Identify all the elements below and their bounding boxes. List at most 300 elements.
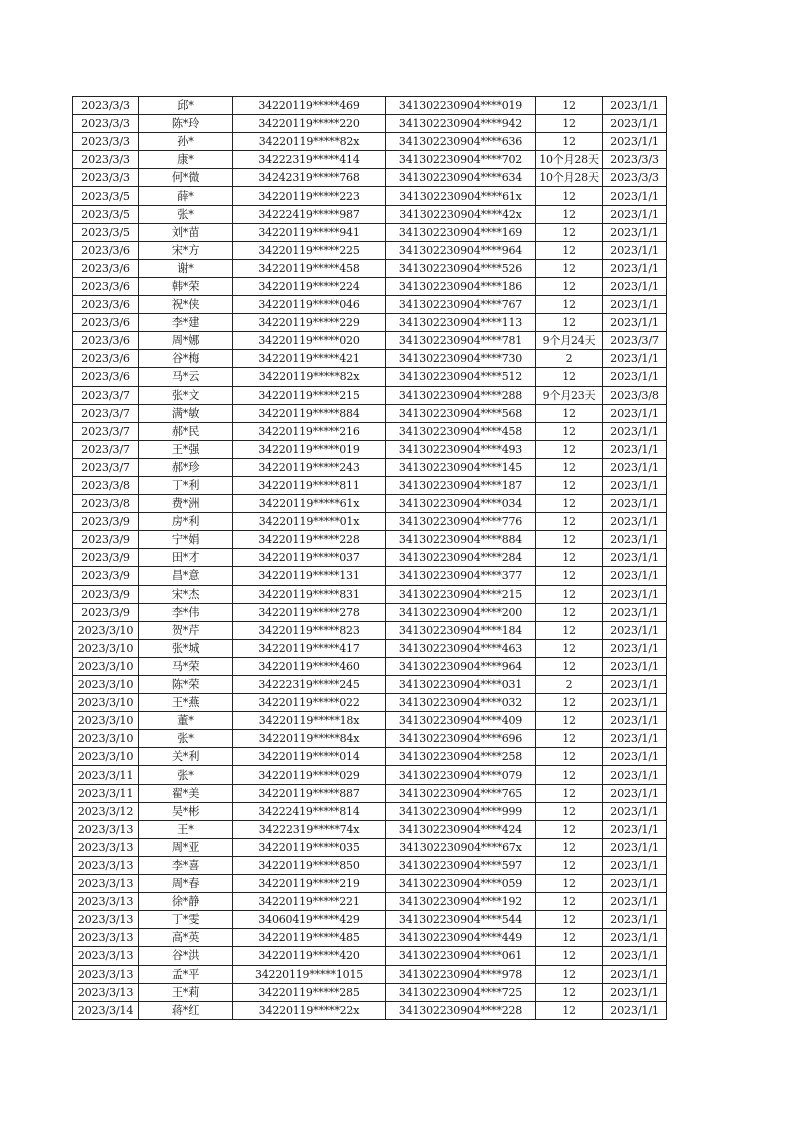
date-cell: 2023/3/6 xyxy=(73,314,139,332)
duration-cell: 12 xyxy=(536,694,603,712)
table-row xyxy=(73,694,667,712)
start-date-cell: 2023/1/1 xyxy=(603,133,667,151)
table-row xyxy=(73,567,667,585)
table-row xyxy=(73,97,667,115)
table-row xyxy=(73,277,667,295)
duration-cell: 12 xyxy=(536,712,603,730)
id-number-cell: 34220119*****887 xyxy=(233,784,386,802)
id-number-cell: 34220119*****850 xyxy=(233,856,386,874)
duration-cell: 12 xyxy=(536,585,603,603)
id-number-cell: 34220119*****421 xyxy=(233,350,386,368)
name-cell: 张* xyxy=(139,730,233,748)
table-row xyxy=(73,133,667,151)
date-cell: 2023/3/7 xyxy=(73,422,139,440)
date-cell: 2023/3/9 xyxy=(73,531,139,549)
table-row xyxy=(73,929,667,947)
duration-cell: 12 xyxy=(536,784,603,802)
account-number-cell: 341302230904****597 xyxy=(386,856,536,874)
table-row xyxy=(73,259,667,277)
id-number-cell: 34222319*****245 xyxy=(233,676,386,694)
start-date-cell: 2023/1/1 xyxy=(603,1001,667,1019)
name-cell: 昌*意 xyxy=(139,567,233,585)
date-cell: 2023/3/3 xyxy=(73,97,139,115)
account-number-cell: 341302230904****463 xyxy=(386,639,536,657)
table-row xyxy=(73,947,667,965)
start-date-cell: 2023/1/1 xyxy=(603,676,667,694)
start-date-cell: 2023/1/1 xyxy=(603,277,667,295)
duration-cell: 12 xyxy=(536,205,603,223)
duration-cell: 12 xyxy=(536,495,603,513)
id-number-cell: 34220119*****84x xyxy=(233,730,386,748)
name-cell: 董* xyxy=(139,712,233,730)
start-date-cell: 2023/1/1 xyxy=(603,549,667,567)
name-cell: 李*喜 xyxy=(139,856,233,874)
records-table xyxy=(72,96,667,1020)
date-cell: 2023/3/13 xyxy=(73,856,139,874)
table-row xyxy=(73,458,667,476)
date-cell: 2023/3/6 xyxy=(73,296,139,314)
start-date-cell: 2023/1/1 xyxy=(603,639,667,657)
account-number-cell: 341302230904****377 xyxy=(386,567,536,585)
account-number-cell: 341302230904****730 xyxy=(386,350,536,368)
start-date-cell: 2023/1/1 xyxy=(603,440,667,458)
table-row xyxy=(73,1001,667,1019)
table-row xyxy=(73,223,667,241)
start-date-cell: 2023/1/1 xyxy=(603,838,667,856)
duration-cell: 12 xyxy=(536,404,603,422)
name-cell: 陈*荣 xyxy=(139,676,233,694)
duration-cell: 12 xyxy=(536,875,603,893)
start-date-cell: 2023/1/1 xyxy=(603,115,667,133)
duration-cell: 12 xyxy=(536,314,603,332)
account-number-cell: 341302230904****061 xyxy=(386,947,536,965)
date-cell: 2023/3/7 xyxy=(73,386,139,404)
start-date-cell: 2023/1/1 xyxy=(603,296,667,314)
id-number-cell: 34222319*****414 xyxy=(233,151,386,169)
duration-cell: 12 xyxy=(536,97,603,115)
account-number-cell: 341302230904****424 xyxy=(386,820,536,838)
name-cell: 徐*静 xyxy=(139,893,233,911)
id-number-cell: 34220119*****285 xyxy=(233,983,386,1001)
table-row xyxy=(73,513,667,531)
duration-cell: 12 xyxy=(536,911,603,929)
account-number-cell: 341302230904****079 xyxy=(386,766,536,784)
date-cell: 2023/3/13 xyxy=(73,929,139,947)
start-date-cell: 2023/1/1 xyxy=(603,513,667,531)
date-cell: 2023/3/8 xyxy=(73,495,139,513)
date-cell: 2023/3/5 xyxy=(73,223,139,241)
id-number-cell: 34220119*****037 xyxy=(233,549,386,567)
id-number-cell: 34220119*****417 xyxy=(233,639,386,657)
id-number-cell: 34220119*****223 xyxy=(233,187,386,205)
start-date-cell: 2023/3/7 xyxy=(603,332,667,350)
table-row xyxy=(73,549,667,567)
start-date-cell: 2023/1/1 xyxy=(603,585,667,603)
account-number-cell: 341302230904****725 xyxy=(386,983,536,1001)
id-number-cell: 34060419*****429 xyxy=(233,911,386,929)
start-date-cell: 2023/1/1 xyxy=(603,422,667,440)
account-number-cell: 341302230904****032 xyxy=(386,694,536,712)
date-cell: 2023/3/5 xyxy=(73,187,139,205)
duration-cell: 12 xyxy=(536,730,603,748)
start-date-cell: 2023/1/1 xyxy=(603,929,667,947)
name-cell: 何*微 xyxy=(139,169,233,187)
name-cell: 丁*雯 xyxy=(139,911,233,929)
table-row xyxy=(73,730,667,748)
date-cell: 2023/3/9 xyxy=(73,567,139,585)
start-date-cell: 2023/1/1 xyxy=(603,259,667,277)
name-cell: 周*亚 xyxy=(139,838,233,856)
duration-cell: 2 xyxy=(536,350,603,368)
account-number-cell: 341302230904****192 xyxy=(386,893,536,911)
date-cell: 2023/3/10 xyxy=(73,748,139,766)
duration-cell: 12 xyxy=(536,657,603,675)
id-number-cell: 34242319*****768 xyxy=(233,169,386,187)
date-cell: 2023/3/13 xyxy=(73,820,139,838)
id-number-cell: 34220119*****884 xyxy=(233,404,386,422)
id-number-cell: 34220119*****22x xyxy=(233,1001,386,1019)
account-number-cell: 341302230904****767 xyxy=(386,296,536,314)
table-row xyxy=(73,856,667,874)
id-number-cell: 34220119*****469 xyxy=(233,97,386,115)
id-number-cell: 34220119*****215 xyxy=(233,386,386,404)
records-table-body xyxy=(73,97,667,1020)
date-cell: 2023/3/9 xyxy=(73,513,139,531)
name-cell: 张*文 xyxy=(139,386,233,404)
start-date-cell: 2023/1/1 xyxy=(603,947,667,965)
account-number-cell: 341302230904****200 xyxy=(386,603,536,621)
duration-cell: 9个月23天 xyxy=(536,386,603,404)
account-number-cell: 341302230904****449 xyxy=(386,929,536,947)
date-cell: 2023/3/11 xyxy=(73,766,139,784)
start-date-cell: 2023/1/1 xyxy=(603,223,667,241)
account-number-cell: 341302230904****999 xyxy=(386,802,536,820)
account-number-cell: 341302230904****258 xyxy=(386,748,536,766)
account-number-cell: 341302230904****636 xyxy=(386,133,536,151)
account-number-cell: 341302230904****034 xyxy=(386,495,536,513)
date-cell: 2023/3/10 xyxy=(73,657,139,675)
id-number-cell: 34222419*****814 xyxy=(233,802,386,820)
table-row xyxy=(73,603,667,621)
name-cell: 翟*美 xyxy=(139,784,233,802)
duration-cell: 12 xyxy=(536,241,603,259)
duration-cell: 12 xyxy=(536,639,603,657)
name-cell: 丁*利 xyxy=(139,476,233,494)
account-number-cell: 341302230904****493 xyxy=(386,440,536,458)
name-cell: 田*才 xyxy=(139,549,233,567)
name-cell: 李*建 xyxy=(139,314,233,332)
duration-cell: 12 xyxy=(536,115,603,133)
date-cell: 2023/3/10 xyxy=(73,730,139,748)
duration-cell: 9个月24天 xyxy=(536,332,603,350)
name-cell: 孙* xyxy=(139,133,233,151)
account-number-cell: 341302230904****781 xyxy=(386,332,536,350)
start-date-cell: 2023/1/1 xyxy=(603,621,667,639)
id-number-cell: 34220119*****420 xyxy=(233,947,386,965)
account-number-cell: 341302230904****284 xyxy=(386,549,536,567)
table-row xyxy=(73,676,667,694)
account-number-cell: 341302230904****458 xyxy=(386,422,536,440)
start-date-cell: 2023/3/3 xyxy=(603,151,667,169)
date-cell: 2023/3/6 xyxy=(73,241,139,259)
duration-cell: 12 xyxy=(536,133,603,151)
id-number-cell: 34220119*****485 xyxy=(233,929,386,947)
name-cell: 陈*玲 xyxy=(139,115,233,133)
table-row xyxy=(73,495,667,513)
date-cell: 2023/3/8 xyxy=(73,476,139,494)
table-row xyxy=(73,820,667,838)
table-row xyxy=(73,205,667,223)
duration-cell: 12 xyxy=(536,223,603,241)
date-cell: 2023/3/9 xyxy=(73,585,139,603)
table-row xyxy=(73,187,667,205)
table-row xyxy=(73,911,667,929)
account-number-cell: 341302230904****059 xyxy=(386,875,536,893)
start-date-cell: 2023/1/1 xyxy=(603,368,667,386)
account-number-cell: 341302230904****634 xyxy=(386,169,536,187)
name-cell: 吴*彬 xyxy=(139,802,233,820)
start-date-cell: 2023/1/1 xyxy=(603,766,667,784)
table-row xyxy=(73,332,667,350)
account-number-cell: 341302230904****187 xyxy=(386,476,536,494)
duration-cell: 12 xyxy=(536,820,603,838)
id-number-cell: 34220119*****61x xyxy=(233,495,386,513)
duration-cell: 2 xyxy=(536,676,603,694)
name-cell: 康* xyxy=(139,151,233,169)
start-date-cell: 2023/1/1 xyxy=(603,567,667,585)
id-number-cell: 34220119*****224 xyxy=(233,277,386,295)
duration-cell: 12 xyxy=(536,513,603,531)
id-number-cell: 34220119*****228 xyxy=(233,531,386,549)
account-number-cell: 341302230904****964 xyxy=(386,241,536,259)
start-date-cell: 2023/1/1 xyxy=(603,965,667,983)
date-cell: 2023/3/3 xyxy=(73,115,139,133)
duration-cell: 12 xyxy=(536,296,603,314)
account-number-cell: 341302230904****019 xyxy=(386,97,536,115)
table-row xyxy=(73,621,667,639)
date-cell: 2023/3/3 xyxy=(73,151,139,169)
duration-cell: 12 xyxy=(536,838,603,856)
name-cell: 韩*荣 xyxy=(139,277,233,295)
date-cell: 2023/3/10 xyxy=(73,639,139,657)
id-number-cell: 34220119*****225 xyxy=(233,241,386,259)
date-cell: 2023/3/14 xyxy=(73,1001,139,1019)
name-cell: 王* xyxy=(139,820,233,838)
date-cell: 2023/3/13 xyxy=(73,893,139,911)
table-row xyxy=(73,476,667,494)
table-row xyxy=(73,440,667,458)
duration-cell: 12 xyxy=(536,368,603,386)
duration-cell: 12 xyxy=(536,567,603,585)
duration-cell: 12 xyxy=(536,277,603,295)
duration-cell: 12 xyxy=(536,965,603,983)
id-number-cell: 34220119*****229 xyxy=(233,314,386,332)
name-cell: 周*春 xyxy=(139,875,233,893)
account-number-cell: 341302230904****884 xyxy=(386,531,536,549)
table-row xyxy=(73,766,667,784)
table-row xyxy=(73,712,667,730)
table-row xyxy=(73,296,667,314)
date-cell: 2023/3/5 xyxy=(73,205,139,223)
account-number-cell: 341302230904****113 xyxy=(386,314,536,332)
table-row xyxy=(73,657,667,675)
table-row xyxy=(73,404,667,422)
account-number-cell: 341302230904****031 xyxy=(386,676,536,694)
id-number-cell: 34220119*****823 xyxy=(233,621,386,639)
name-cell: 关*利 xyxy=(139,748,233,766)
id-number-cell: 34220119*****458 xyxy=(233,259,386,277)
account-number-cell: 341302230904****702 xyxy=(386,151,536,169)
date-cell: 2023/3/13 xyxy=(73,947,139,965)
table-row xyxy=(73,585,667,603)
duration-cell: 12 xyxy=(536,440,603,458)
id-number-cell: 34220119*****941 xyxy=(233,223,386,241)
name-cell: 谷*洪 xyxy=(139,947,233,965)
id-number-cell: 34220119*****220 xyxy=(233,115,386,133)
id-number-cell: 34220119*****18x xyxy=(233,712,386,730)
account-number-cell: 341302230904****978 xyxy=(386,965,536,983)
date-cell: 2023/3/6 xyxy=(73,259,139,277)
account-number-cell: 341302230904****67x xyxy=(386,838,536,856)
duration-cell: 12 xyxy=(536,748,603,766)
name-cell: 贺*芹 xyxy=(139,621,233,639)
start-date-cell: 2023/1/1 xyxy=(603,458,667,476)
name-cell: 薛* xyxy=(139,187,233,205)
account-number-cell: 341302230904****169 xyxy=(386,223,536,241)
table-row xyxy=(73,422,667,440)
date-cell: 2023/3/7 xyxy=(73,404,139,422)
account-number-cell: 341302230904****964 xyxy=(386,657,536,675)
account-number-cell: 341302230904****61x xyxy=(386,187,536,205)
duration-cell: 12 xyxy=(536,766,603,784)
name-cell: 祝*侠 xyxy=(139,296,233,314)
account-number-cell: 341302230904****215 xyxy=(386,585,536,603)
table-row xyxy=(73,115,667,133)
table-row xyxy=(73,875,667,893)
table-row xyxy=(73,241,667,259)
name-cell: 马*荣 xyxy=(139,657,233,675)
duration-cell: 12 xyxy=(536,549,603,567)
table-row xyxy=(73,748,667,766)
duration-cell: 12 xyxy=(536,531,603,549)
id-number-cell: 34220119*****831 xyxy=(233,585,386,603)
name-cell: 宋*方 xyxy=(139,241,233,259)
date-cell: 2023/3/10 xyxy=(73,694,139,712)
date-cell: 2023/3/13 xyxy=(73,875,139,893)
date-cell: 2023/3/3 xyxy=(73,133,139,151)
account-number-cell: 341302230904****526 xyxy=(386,259,536,277)
id-number-cell: 34220119*****82x xyxy=(233,133,386,151)
date-cell: 2023/3/10 xyxy=(73,712,139,730)
table-row xyxy=(73,983,667,1001)
account-number-cell: 341302230904****942 xyxy=(386,115,536,133)
start-date-cell: 2023/1/1 xyxy=(603,476,667,494)
account-number-cell: 341302230904****145 xyxy=(386,458,536,476)
name-cell: 王*强 xyxy=(139,440,233,458)
id-number-cell: 34220119*****278 xyxy=(233,603,386,621)
start-date-cell: 2023/1/1 xyxy=(603,603,667,621)
table-row xyxy=(73,802,667,820)
id-number-cell: 34220119*****1015 xyxy=(233,965,386,983)
date-cell: 2023/3/6 xyxy=(73,350,139,368)
start-date-cell: 2023/1/1 xyxy=(603,730,667,748)
date-cell: 2023/3/9 xyxy=(73,603,139,621)
start-date-cell: 2023/1/1 xyxy=(603,712,667,730)
id-number-cell: 34222419*****987 xyxy=(233,205,386,223)
id-number-cell: 34220119*****131 xyxy=(233,567,386,585)
start-date-cell: 2023/1/1 xyxy=(603,241,667,259)
start-date-cell: 2023/3/3 xyxy=(603,169,667,187)
name-cell: 谢* xyxy=(139,259,233,277)
start-date-cell: 2023/1/1 xyxy=(603,350,667,368)
id-number-cell: 34220119*****022 xyxy=(233,694,386,712)
id-number-cell: 34220119*****020 xyxy=(233,332,386,350)
account-number-cell: 341302230904****544 xyxy=(386,911,536,929)
id-number-cell: 34220119*****82x xyxy=(233,368,386,386)
name-cell: 马*云 xyxy=(139,368,233,386)
date-cell: 2023/3/6 xyxy=(73,277,139,295)
duration-cell: 10个月28天 xyxy=(536,151,603,169)
account-number-cell: 341302230904****42x xyxy=(386,205,536,223)
date-cell: 2023/3/13 xyxy=(73,911,139,929)
id-number-cell: 34222319*****74x xyxy=(233,820,386,838)
start-date-cell: 2023/3/8 xyxy=(603,386,667,404)
duration-cell: 12 xyxy=(536,476,603,494)
name-cell: 宋*杰 xyxy=(139,585,233,603)
duration-cell: 10个月28天 xyxy=(536,169,603,187)
start-date-cell: 2023/1/1 xyxy=(603,97,667,115)
date-cell: 2023/3/9 xyxy=(73,549,139,567)
date-cell: 2023/3/3 xyxy=(73,169,139,187)
start-date-cell: 2023/1/1 xyxy=(603,856,667,874)
duration-cell: 12 xyxy=(536,259,603,277)
name-cell: 王*燕 xyxy=(139,694,233,712)
duration-cell: 12 xyxy=(536,983,603,1001)
name-cell: 蒋*红 xyxy=(139,1001,233,1019)
id-number-cell: 34220119*****221 xyxy=(233,893,386,911)
account-number-cell: 341302230904****776 xyxy=(386,513,536,531)
account-number-cell: 341302230904****288 xyxy=(386,386,536,404)
duration-cell: 12 xyxy=(536,1001,603,1019)
date-cell: 2023/3/12 xyxy=(73,802,139,820)
date-cell: 2023/3/6 xyxy=(73,368,139,386)
name-cell: 邱* xyxy=(139,97,233,115)
date-cell: 2023/3/10 xyxy=(73,676,139,694)
account-number-cell: 341302230904****409 xyxy=(386,712,536,730)
table-row xyxy=(73,314,667,332)
duration-cell: 12 xyxy=(536,802,603,820)
table-row xyxy=(73,368,667,386)
date-cell: 2023/3/13 xyxy=(73,965,139,983)
duration-cell: 12 xyxy=(536,893,603,911)
start-date-cell: 2023/1/1 xyxy=(603,875,667,893)
id-number-cell: 34220119*****243 xyxy=(233,458,386,476)
duration-cell: 12 xyxy=(536,929,603,947)
date-cell: 2023/3/7 xyxy=(73,458,139,476)
name-cell: 张*城 xyxy=(139,639,233,657)
name-cell: 李*伟 xyxy=(139,603,233,621)
name-cell: 谷*梅 xyxy=(139,350,233,368)
table-row xyxy=(73,893,667,911)
account-number-cell: 341302230904****186 xyxy=(386,277,536,295)
table-row xyxy=(73,151,667,169)
name-cell: 高*英 xyxy=(139,929,233,947)
account-number-cell: 341302230904****184 xyxy=(386,621,536,639)
duration-cell: 12 xyxy=(536,856,603,874)
date-cell: 2023/3/7 xyxy=(73,440,139,458)
id-number-cell: 34220119*****216 xyxy=(233,422,386,440)
name-cell: 张* xyxy=(139,766,233,784)
